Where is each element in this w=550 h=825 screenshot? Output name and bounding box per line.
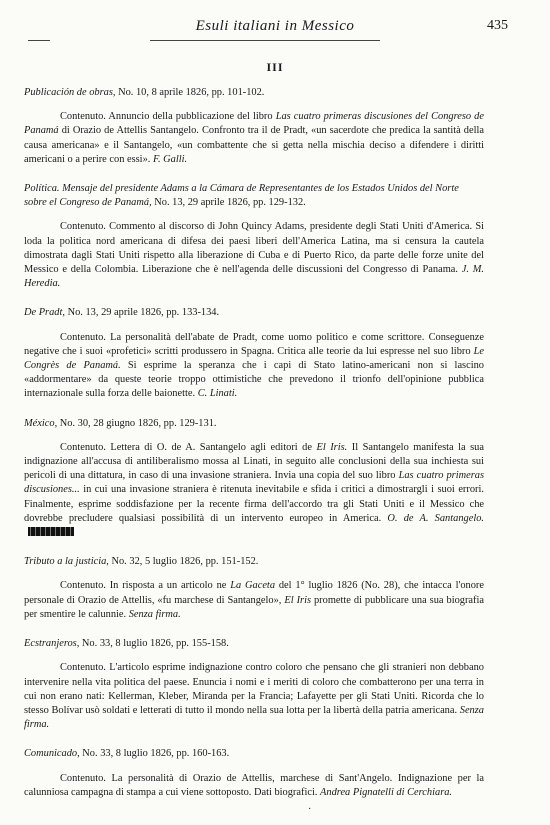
entry-reference bbox=[24, 417, 484, 431]
bibliography-entry bbox=[24, 86, 484, 167]
entry-reference bbox=[24, 637, 484, 651]
entry-title: Comunicado bbox=[24, 748, 78, 760]
entry-summary bbox=[24, 110, 484, 167]
footer-mark: · bbox=[308, 804, 312, 815]
bibliography-entry bbox=[24, 555, 484, 622]
entry-reference bbox=[24, 555, 484, 569]
italic-text: Senza firma. bbox=[24, 704, 484, 731]
bibliography-entry bbox=[24, 747, 484, 800]
italic-text: F. Galli. bbox=[152, 153, 188, 165]
bibliography-entry bbox=[24, 417, 484, 541]
italic-text: Senza firma. bbox=[128, 608, 181, 620]
page-header bbox=[0, 18, 550, 42]
section-number: III bbox=[266, 60, 284, 74]
italic-text: C. Linati. bbox=[197, 388, 238, 400]
italic-text: Las cuatro primeras discusiones del Congreso de Panamá bbox=[24, 111, 484, 137]
entry-summary bbox=[24, 579, 484, 622]
header-rule-center bbox=[150, 40, 380, 41]
entry-citation: , No. 13, 29 aprile 1826, pp. 129-132. bbox=[149, 197, 306, 209]
entry-reference bbox=[24, 306, 484, 320]
bibliography-entry bbox=[24, 182, 484, 291]
summary-text: promette di pubblicare una sua biografia per smentire le calunnie. bbox=[24, 594, 485, 620]
entry-reference bbox=[24, 86, 484, 100]
entry-summary bbox=[24, 220, 484, 291]
italic-text: El Iris bbox=[284, 594, 312, 606]
italic-text: El Iris. bbox=[316, 441, 348, 453]
entry-citation: , No. 33, 8 luglio 1826, pp. 160-163. bbox=[77, 748, 230, 760]
bibliography-entry bbox=[24, 637, 484, 732]
summary-text: Contenuto. Annuncio della pubblicazione del libro bbox=[60, 111, 276, 123]
summary-text: Contenuto. In risposta a un articolo ne bbox=[60, 580, 231, 592]
summary-text: in cui una invasione straniera è ritenuta inevitabile e sfida i critici a dimostrargli i suoi errori. Finalmente, esprime soddisfazione per la recente firma dell'accordo tra gli Stati Uniti e il Messico che dovrebbe precludere qualsiasi possibilità di un intervento europeo in America. bbox=[24, 484, 484, 524]
redaction-mark bbox=[28, 527, 74, 536]
entry-title: De Pradt bbox=[24, 307, 63, 319]
entry-citation: , No. 32, 5 luglio 1826, pp. 151-152. bbox=[106, 556, 259, 568]
italic-text: O. de A. Santangelo. bbox=[387, 512, 485, 524]
entry-title: Tributo a la justicia bbox=[24, 556, 107, 568]
italic-text: Las cuatro primeras discusiones... bbox=[24, 470, 485, 496]
entry-title: México bbox=[24, 417, 55, 429]
header-rule-left bbox=[28, 40, 50, 41]
entry-citation: , No. 30, 28 giugno 1826, pp. 129-131. bbox=[54, 417, 217, 429]
entries-list bbox=[24, 86, 484, 815]
summary-text: Contenuto. La personalità dell'abate de Pradt, come uomo politico e come scrittore. Conseguenze negative che i suoi «profetici» scritti produssero in Spagna. Critica alle teorie da lui espresse nel suo libro bbox=[24, 331, 484, 357]
summary-text: di Orazio de Attellis Santangelo. Confronto tra il de Pradt, «un sacerdote che predica la santità della causa americana» e il Santangelo, «un combattente che si getta nella mischia deciso a difendere i diritti americani o a perire con essi». bbox=[24, 125, 484, 165]
running-title: Esuli italiani in Messico bbox=[195, 18, 355, 34]
summary-text: del 1° luglio 1826 (No. 28), che intacca l'onore personale di Orazio de Attellis, «fu marchese di Santangelo», bbox=[24, 580, 484, 606]
entry-title: Publicación de obras bbox=[24, 87, 113, 98]
summary-text: Contenuto. La personalità di Orazio de Attellis, marchese di Sant'Angelo. Indignazione per la calunniosa campagna di stampa a cui viene sottoposto. Dati biografici. bbox=[24, 772, 484, 798]
summary-text: Il Santangelo manifesta la sua indignazione all'accusa di antiliberalismo mossa al Linati, in seguito alle conclusioni della sua inchiesta sui pericoli di una dittatura, in caso di una invasione straniera. Invia una copia del suo libro bbox=[24, 441, 484, 482]
page-number: 435 bbox=[487, 18, 508, 33]
entry-citation: , No. 33, 8 luglio 1826, pp. 155-158. bbox=[76, 638, 229, 650]
entry-title: Ecstranjeros bbox=[24, 638, 77, 650]
bibliography-entry bbox=[24, 306, 484, 401]
entry-summary bbox=[24, 661, 484, 732]
italic-text: J. M. Heredia. bbox=[24, 264, 485, 290]
summary-text: Contenuto. Lettera di O. de A. Santangelo agli editori de bbox=[60, 441, 317, 453]
summary-text: Si esprime la speranza che i capi di Stato latino-americani non si lascino «addormentare» da queste teorie troppo ottimistiche che prevedono il trionfo dell'opinione pubblica internazionale sulla forza delle baionette. bbox=[24, 360, 484, 400]
entry-title: Política. Mensaje del presidente Adams a la Cámara de Representantes de los Estados Unidos del Norte sobre el Congreso de Panamá bbox=[24, 183, 459, 209]
entry-reference bbox=[24, 747, 484, 761]
entry-citation: , No. 10, 8 aprile 1826, pp. 101-102. bbox=[112, 87, 265, 98]
summary-text: Contenuto. Commento al discorso di John Quincy Adams, presidente degli Stati Uniti d'America. Si loda la politica nord americana di difesa dei paesi liberi dell'America Latina, ma si censura la cautela dimostrata dagli Stati Uniti rispetto alla liberazione di Cuba e di Puerto Rico, da parte delle forze unite del Messico e della Colombia. Liberazione che è nell'agenda delle discussioni del Congresso di Panama. bbox=[24, 221, 484, 276]
entry-summary bbox=[24, 772, 484, 800]
entry-summary bbox=[24, 331, 484, 402]
summary-text: Contenuto. L'articolo esprime indignazione contro coloro che pensano che gli stranieri non debbano intervenire nella vita politica del paese. Enuncia i nomi e i meriti di coloro che combatterono per una terra in cui non erano nati: Kellerman, Kleber, Miranda per la Francia; Lafayette per gli Stati Uniti. Ricorda che lo stesso Bolívar usò soldati e letterati di tutto il mondo nella sua lotta per la libertà della patria americana. bbox=[24, 662, 484, 716]
italic-text: Le Congrès de Panamá. bbox=[24, 345, 484, 372]
italic-text: Andrea Pignatelli di Cerchiara. bbox=[320, 786, 453, 798]
italic-text: La Gaceta bbox=[230, 580, 276, 592]
entry-summary bbox=[24, 441, 484, 540]
entry-reference bbox=[24, 182, 484, 210]
entry-citation: , No. 13, 29 aprile 1826, pp. 133-134. bbox=[62, 307, 220, 319]
